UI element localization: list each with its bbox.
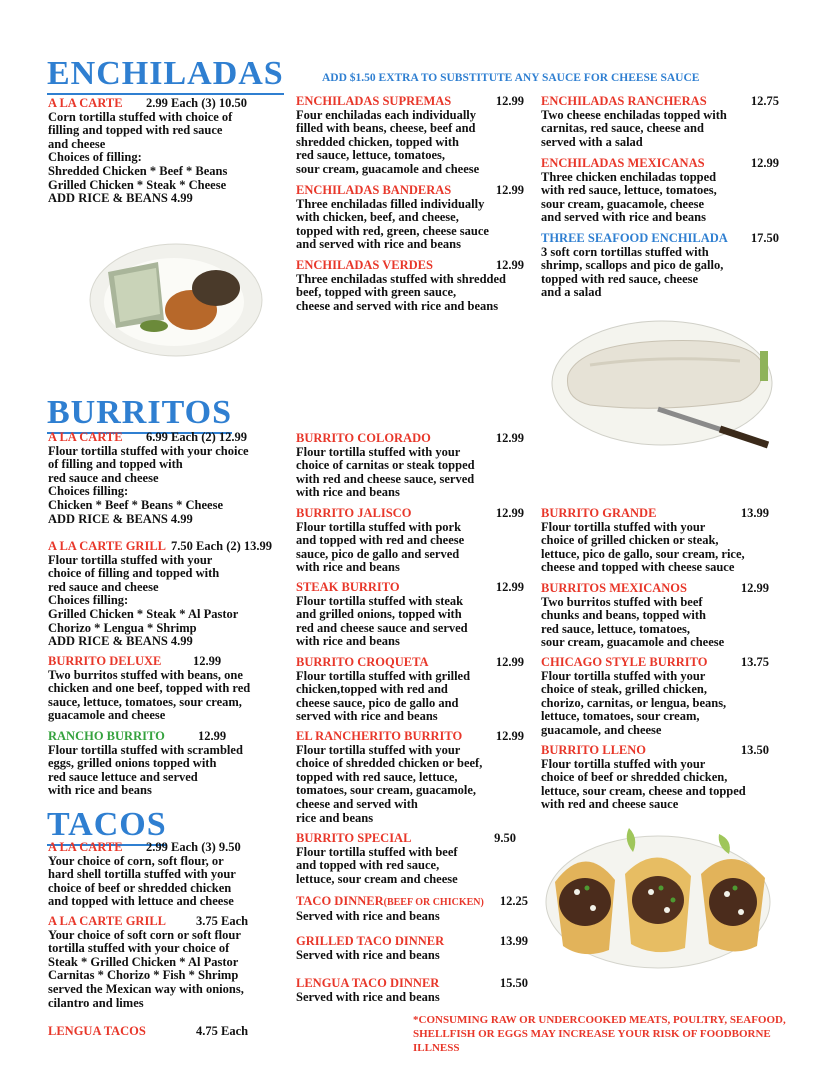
chicago-style-burrito xyxy=(541,656,769,738)
lengua-tacos xyxy=(48,1025,276,1039)
item-desc: Three enchiladas filled individually with chicken, beef, and cheese, topped with red, green, cheese sauce and served with rice and beans xyxy=(296,196,489,252)
burritos-a-la-carte xyxy=(48,431,276,526)
item-title: BURRITO GRANDE 13.99 xyxy=(541,506,769,520)
item-title: BURRITO JALISCO 12.99 xyxy=(296,506,524,520)
burrito-colorado xyxy=(296,432,524,500)
item-desc: Flour tortilla stuffed with steak and grilled onions, topped with red and cheese sauce and served with rice and beans xyxy=(296,593,468,649)
item-subtitle: (BEEF OR CHICKEN) xyxy=(383,897,484,908)
item-price: 12.99 xyxy=(495,655,524,669)
enchiladas-supremas xyxy=(296,95,524,177)
item-title: BURRITOS MEXICANOS 12.99 xyxy=(541,581,769,595)
taco-dinner xyxy=(296,895,528,923)
burrito-lleno xyxy=(541,744,769,812)
item-title: THREE SEAFOOD ENCHILADA 17.50 xyxy=(541,231,779,245)
tacos-a-la-carte-grill xyxy=(48,915,276,1010)
item-price: 15.50 xyxy=(499,976,528,990)
burritos-heading: BURRITOS xyxy=(47,395,232,434)
burrito-plate-photo xyxy=(540,305,780,455)
item-price: 13.50 xyxy=(740,743,769,757)
food-safety-warning: *CONSUMING RAW OR UNDERCOOKED MEATS, POULTRY, SEAFOOD, SHELLFISH OR EGGS MAY INCREASE YOUR RISK OF FOODBORNE ILLNESS xyxy=(413,1014,786,1054)
item-price: 2.99 Each (3) 10.50 xyxy=(146,96,248,110)
item-desc: Flour tortilla stuffed with your choice of grilled chicken or steak, lettuce, pico de gallo, sour cream, rice, cheese and topped with cheese sauce xyxy=(541,519,745,575)
lengua-taco-dinner xyxy=(296,977,528,1004)
item-desc: Flour tortilla stuffed with beef and topped with red sauce, lettuce, sour cream and cheese xyxy=(296,844,458,886)
item-desc: Flour tortilla stuffed with your choice of beef or shredded chicken, lettuce, sour cream, cheese and topped with red and cheese sauce xyxy=(541,756,746,812)
enchiladas-mexicanas xyxy=(541,157,779,225)
item-title: BURRITO DELUXE 12.99 xyxy=(48,654,222,668)
item-title: ENCHILADAS BANDERAS 12.99 xyxy=(296,183,524,197)
item-desc: Two cheese enchiladas topped with carnitas, red sauce, cheese and served with a salad xyxy=(541,107,727,149)
item-desc: Flour tortilla stuffed with your choice of steak, grilled chicken, chorizo, carnitas, or lengua, beans, lettuce, tomatoes, sour cream, guacamole, and cheese xyxy=(541,668,727,737)
item-price: 12.99 xyxy=(495,258,524,272)
three-seafood-enchilada xyxy=(541,232,779,300)
item-title: BURRITO COLORADO 12.99 xyxy=(296,431,524,445)
tacos-heading: TACOS xyxy=(47,807,167,846)
burritos-a-la-carte-grill xyxy=(48,540,288,649)
item-desc: Three enchiladas stuffed with shredded beef, topped with green sauce, cheese and served with rice and beans xyxy=(296,271,506,313)
item-price: 4.75 Each xyxy=(196,1024,249,1038)
enchiladas-heading: ENCHILADAS xyxy=(47,56,284,95)
item-title: A LA CARTE 2.99 Each (3) 9.50 xyxy=(48,840,241,854)
item-title: STEAK BURRITO 12.99 xyxy=(296,580,524,594)
item-desc: Served with rice and beans xyxy=(296,947,440,962)
tacos-a-la-carte xyxy=(48,841,276,909)
item-title: GRILLED TACO DINNER 13.99 xyxy=(296,934,528,948)
item-price: 12.25 xyxy=(499,894,528,908)
item-desc: Two burritos stuffed with beans, one chicken and one beef, topped with red sauce, lettuce, tomatoes, sour cream, guacamole and cheese xyxy=(48,667,251,723)
item-price: 12.99 xyxy=(740,581,769,595)
item-price: 2.99 Each (3) 9.50 xyxy=(146,840,241,854)
item-price: 12.99 xyxy=(495,183,524,197)
item-price: 13.75 xyxy=(740,655,769,669)
item-price: 12.99 xyxy=(495,431,524,445)
item-price: 12.99 xyxy=(495,94,524,108)
item-price: 12.99 xyxy=(495,580,524,594)
tacos-plate-photo xyxy=(543,822,773,972)
item-title: ENCHILADAS RANCHERAS 12.75 xyxy=(541,94,779,108)
item-title: A LA CARTE GRILL 7.50 Each (2) 13.99 xyxy=(48,539,273,553)
item-title: A LA CARTE 6.99 Each (2) 12.99 xyxy=(48,430,248,444)
item-title: BURRITO SPECIAL 9.50 xyxy=(296,831,516,845)
item-desc: Flour tortilla stuffed with your choice of carnitas or steak topped with red and cheese sauce, served with rice and beans xyxy=(296,444,475,500)
item-desc: Served with rice and beans xyxy=(296,989,440,1004)
burrito-special xyxy=(296,832,516,886)
burrito-jalisco xyxy=(296,507,524,575)
item-desc: Flour tortilla stuffed with your choice of shredded chicken or beef, topped with red sauce, lettuce, tomatoes, sour cream, guacamole, cheese and served with rice and beans xyxy=(296,742,483,825)
item-title: EL RANCHERITO BURRITO 12.99 xyxy=(296,729,524,743)
item-price: 7.50 Each (2) 13.99 xyxy=(171,539,273,553)
item-title: A LA CARTE 2.99 Each (3) 10.50 xyxy=(48,96,248,110)
item-title: A LA CARTE GRILL 3.75 Each xyxy=(48,914,249,928)
item-price: 6.99 Each (2) 12.99 xyxy=(146,430,248,444)
steak-burrito xyxy=(296,581,524,649)
item-desc: Flour tortilla stuffed with your choice of filling and topped with red sauce and cheese Choices filling: Grilled Chicken * Steak * Al Pastor Chorizo * Lengua * Shrimp ADD RICE & BEANS 4.99 xyxy=(48,552,239,649)
item-desc: Your choice of soft corn or soft flour tortilla stuffed with your choice of Steak * Grilled Chicken * Al Pastor Carnitas * Chorizo * Fish * Shrimp served the Mexican way with onions, cilantro and limes xyxy=(48,927,244,1010)
item-price: 12.99 xyxy=(198,729,227,743)
burrito-croqueta xyxy=(296,656,524,724)
burrito-grande xyxy=(541,507,769,575)
enchiladas-verdes xyxy=(296,259,524,313)
item-price: 9.50 xyxy=(494,831,516,845)
enchilada-plate-photo xyxy=(86,232,266,362)
grilled-taco-dinner xyxy=(296,935,528,962)
item-title: BURRITO LLENO 13.50 xyxy=(541,743,769,757)
item-title: LENGUA TACOS 4.75 Each xyxy=(48,1024,249,1038)
item-price: 12.99 xyxy=(750,156,779,170)
item-price: 12.99 xyxy=(495,506,524,520)
item-desc: Flour tortilla stuffed with scrambled eggs, grilled onions topped with red sauce lettuce and served with rice and beans xyxy=(48,742,243,798)
item-title: RANCHO BURRITO 12.99 xyxy=(48,729,227,743)
item-title: TACO DINNER(BEEF OR CHICKEN) 12.25 xyxy=(296,894,528,908)
item-desc: Three chicken enchiladas topped with red sauce, lettuce, tomatoes, sour cream, guacamole, cheese and served with rice and beans xyxy=(541,169,717,225)
item-title: CHICAGO STYLE BURRITO 13.75 xyxy=(541,655,769,669)
item-title: ENCHILADAS SUPREMAS 12.99 xyxy=(296,94,524,108)
item-desc: Your choice of corn, soft flour, or hard shell tortilla stuffed with your choice of beef or shredded chicken and topped with lettuce and cheese xyxy=(48,853,236,909)
item-price: 17.50 xyxy=(750,231,779,245)
item-title: ENCHILADAS MEXICANAS 12.99 xyxy=(541,156,779,170)
item-desc: 3 soft corn tortillas stuffed with shrimp, scallops and pico de gallo, topped with red sauce, cheese and a salad xyxy=(541,244,724,300)
item-desc: Flour tortilla stuffed with pork and topped with red and cheese sauce, pico de gallo and served with rice and beans xyxy=(296,519,465,575)
item-title: LENGUA TACO DINNER 15.50 xyxy=(296,976,528,990)
item-price: 12.99 xyxy=(495,729,524,743)
enchiladas-a-la-carte xyxy=(48,97,270,206)
item-price: 12.99 xyxy=(193,654,222,668)
item-title: ENCHILADAS VERDES 12.99 xyxy=(296,258,524,272)
item-desc: Two burritos stuffed with beef chunks and beans, topped with red sauce, lettuce, tomatoes, sour cream, guacamole and cheese xyxy=(541,594,725,650)
item-desc: Served with rice and beans xyxy=(296,908,440,923)
item-desc: Corn tortilla stuffed with choice of filling and topped with red sauce and cheese Choices of filling: Shredded Chicken * Beef * Beans Grilled Chicken * Steak * Cheese ADD RICE & BEANS 4.99 xyxy=(48,109,233,206)
item-price: 12.75 xyxy=(750,94,779,108)
item-price: 13.99 xyxy=(499,934,528,948)
item-desc: Flour tortilla stuffed with grilled chicken,topped with red and cheese sauce, pico de gallo and served with rice and beans xyxy=(296,668,471,724)
item-desc: Four enchiladas each individually filled with beans, cheese, beef and shredded chicken, topped with red sauce, lettuce, tomatoes, sour cream, guacamole and cheese xyxy=(296,107,480,176)
item-desc: Flour tortilla stuffed with your choice of filling and topped with red sauce and cheese Choices filling: Chicken * Beef * Beans * Cheese ADD RICE & BEANS 4.99 xyxy=(48,443,249,526)
burrito-deluxe xyxy=(48,655,276,723)
item-price: 13.99 xyxy=(740,506,769,520)
sauce-substitution-note: ADD $1.50 EXTRA TO SUBSTITUTE ANY SAUCE FOR CHEESE SAUCE xyxy=(322,72,700,84)
item-price: 3.75 Each xyxy=(196,914,249,928)
enchiladas-rancheras xyxy=(541,95,779,149)
burritos-mexicanos xyxy=(541,582,769,650)
enchiladas-banderas xyxy=(296,184,524,252)
item-title: BURRITO CROQUETA 12.99 xyxy=(296,655,524,669)
rancho-burrito xyxy=(48,730,276,798)
el-rancherito-burrito xyxy=(296,730,524,825)
